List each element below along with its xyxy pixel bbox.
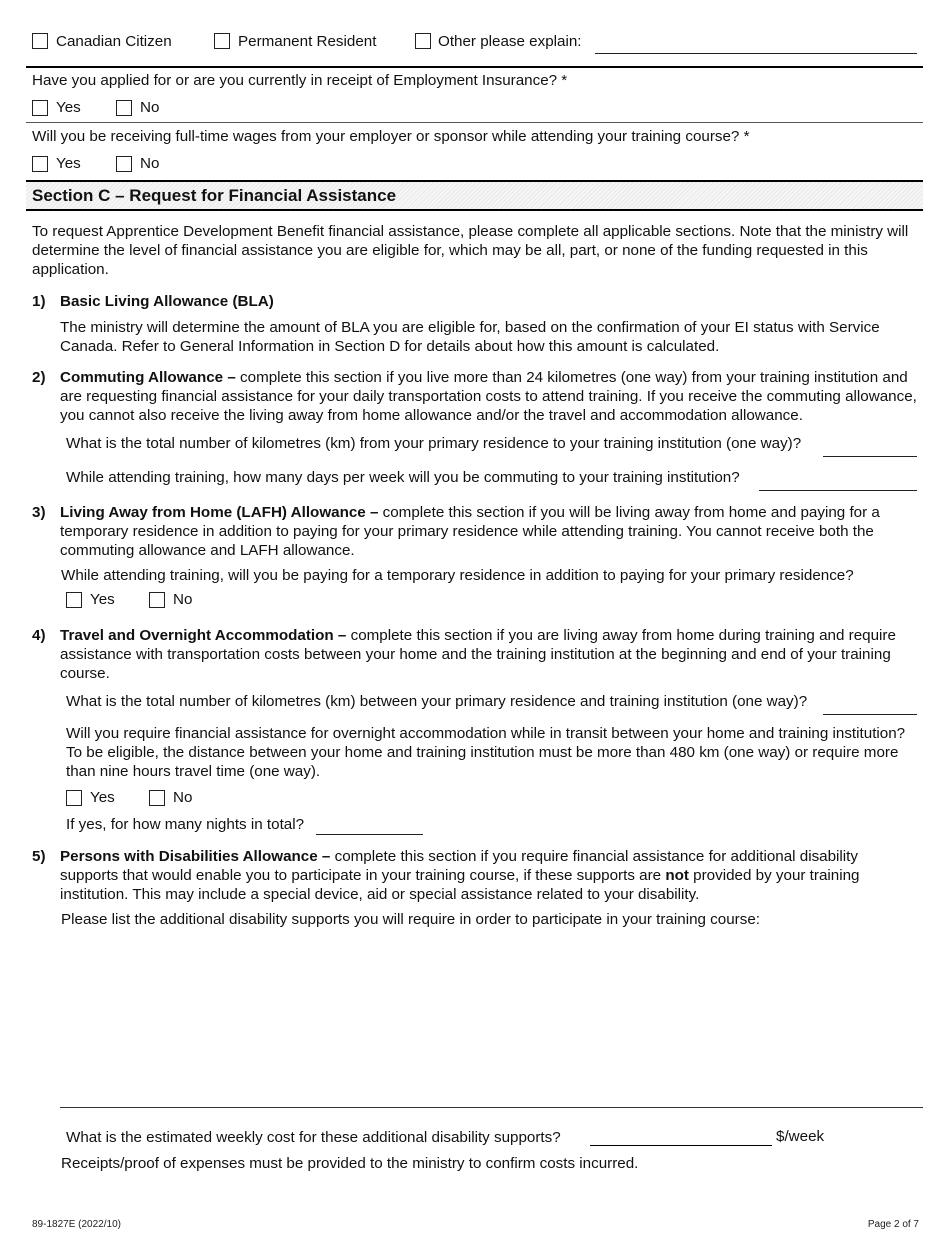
item-1-body: The ministry will determine the amount of BLA you are eligible for, based on the confirmation of your EI status with Service Canada. Refer to General Information in Section D for details about how this amount is calculated.: [60, 319, 880, 355]
item-4-question-km: What is the total number of kilometres (km) between your primary residence and training institution (one way)?: [66, 693, 808, 710]
ei-no-checkbox[interactable]: [116, 100, 132, 116]
supports-area-bottom-line: [60, 1107, 923, 1108]
weekly-cost-field[interactable]: [590, 1127, 772, 1146]
divider: [26, 66, 923, 68]
lafh-yes-checkbox[interactable]: [66, 592, 82, 608]
item-3-body: complete this section if you will be living away from home and paying for a temporary residence in addition to paying for your primary residence while attending training. You cannot receive both the commuting allowance and LAFH allowance.: [60, 504, 880, 559]
item-2-question-km: What is the total number of kilometres (km) from your primary residence to your training institution (one way)?: [66, 435, 802, 452]
item-3-title: Living Away from Home (LAFH) Allowance –: [60, 504, 379, 521]
wages-no-checkbox[interactable]: [116, 156, 132, 172]
item-5-body-b: provided by your training institution. This may include a special device, aid or special assistance related to your disability.: [60, 867, 860, 903]
item-4-paragraph: [60, 626, 920, 683]
item-4-body: complete this section if you are living away from home during training and require assistance with transportation costs between your home and the training institution at the beginning and end of your training course.: [60, 627, 896, 682]
ei-no-label: No: [140, 99, 160, 116]
item-2-paragraph: [60, 368, 920, 425]
item-5-question-list: Please list the additional disability supports you will require in order to participate in your training course:: [61, 911, 760, 928]
form-number: 89-1827E (2022/10): [32, 1219, 121, 1230]
item-1-number: 1): [32, 293, 46, 310]
item-5-number: 5): [32, 848, 46, 865]
item-1-title: Basic Living Allowance (BLA): [60, 293, 274, 310]
item-5-body-a: complete this section if you require financial assistance for additional disability supports that would enable you to participate in your training course, if these supports are: [60, 848, 858, 884]
canadian-citizen-label: Canadian Citizen: [56, 33, 172, 50]
ei-yes-label: Yes: [56, 99, 81, 116]
item-3-question: While attending training, will you be paying for a temporary residence in addition to paying for your primary residence?: [61, 567, 854, 584]
item-5-body-bold: not: [665, 867, 689, 884]
item-5-question-cost: What is the estimated weekly cost for these additional disability supports?: [66, 1129, 561, 1146]
item-2-body: complete this section if you live more than 24 kilometres (one way) from your training institution and are requesting financial assistance for your daily transportation costs to attend training. If you receive the commuting allowance, you cannot also receive the living away from home allowance and/or the travel and accommodation allowance.: [60, 369, 917, 424]
item-5-title: Persons with Disabilities Allowance –: [60, 848, 331, 865]
disability-supports-textarea[interactable]: [60, 935, 926, 1111]
travel-km-field[interactable]: [823, 696, 917, 715]
wages-no-label: No: [140, 155, 160, 172]
other-status-label: Other please explain:: [438, 33, 582, 50]
item-4-question-nights: If yes, for how many nights in total?: [66, 816, 305, 833]
receipts-note: Receipts/proof of expenses must be provided to the ministry to confirm costs incurred.: [61, 1155, 639, 1172]
wages-yes-label: Yes: [56, 155, 81, 172]
item-2-question-days: While attending training, how many days per week will you be commuting to your training institution?: [66, 469, 740, 486]
item-3-paragraph: [60, 503, 920, 560]
other-status-explain-field[interactable]: [595, 35, 917, 54]
weekly-cost-unit: $/week: [776, 1128, 825, 1145]
section-c-header: [26, 180, 923, 211]
other-status-checkbox[interactable]: [415, 33, 431, 49]
item-4-title: Travel and Overnight Accommodation –: [60, 627, 347, 644]
wages-question: Will you be receiving full-time wages from your employer or sponsor while attending your training course? *: [32, 128, 750, 145]
section-c-intro: To request Apprentice Development Benefit financial assistance, please complete all applicable sections. Note that the ministry will determine the level of financial assistance you are eligible for, which may be all, part, or none of the funding requested in this application.: [32, 223, 909, 278]
nights-field[interactable]: [316, 816, 423, 835]
divider: [26, 122, 923, 123]
permanent-resident-label: Permanent Resident: [238, 33, 377, 50]
item-4-number: 4): [32, 627, 46, 644]
accommodation-no-label: No: [173, 789, 193, 806]
section-c-title: Section C – Request for Financial Assistance: [32, 186, 397, 205]
lafh-yes-label: Yes: [90, 591, 115, 608]
accommodation-no-checkbox[interactable]: [149, 790, 165, 806]
commute-km-field[interactable]: [823, 438, 917, 457]
permanent-resident-checkbox[interactable]: [214, 33, 230, 49]
commute-days-field[interactable]: [759, 472, 917, 491]
ei-yes-checkbox[interactable]: [32, 100, 48, 116]
lafh-no-label: No: [173, 591, 193, 608]
item-5-paragraph: [60, 847, 920, 904]
canadian-citizen-checkbox[interactable]: [32, 33, 48, 49]
lafh-no-checkbox[interactable]: [149, 592, 165, 608]
page-number: Page 2 of 7: [867, 1219, 919, 1230]
accommodation-yes-label: Yes: [90, 789, 115, 806]
item-4-question-accommodation: Will you require financial assistance for overnight accommodation while in transit between your home and training institution? To be eligible, the distance between your home and training institution must be more than 480 km (one way) or require more than nine hours travel time (one way).: [66, 725, 906, 780]
item-2-number: 2): [32, 369, 46, 386]
item-2-title: Commuting Allowance –: [60, 369, 236, 386]
item-3-number: 3): [32, 504, 46, 521]
wages-yes-checkbox[interactable]: [32, 156, 48, 172]
accommodation-yes-checkbox[interactable]: [66, 790, 82, 806]
ei-question: Have you applied for or are you currently in receipt of Employment Insurance? *: [32, 72, 568, 89]
